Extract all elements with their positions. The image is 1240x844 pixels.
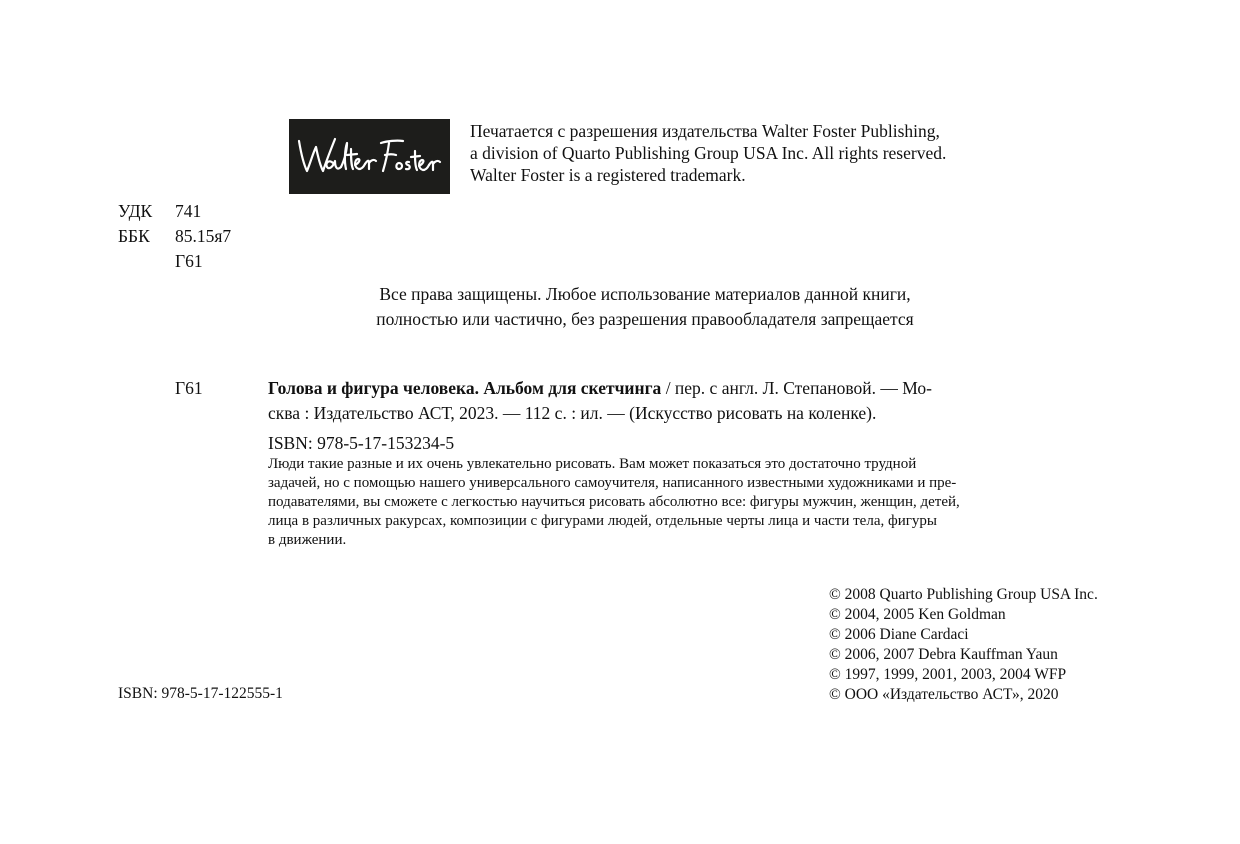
bibliographic-line-2: сква : Издательство АСТ, 2023. — 112 с. : ил. — (Искусство рисовать на коленке). (268, 403, 877, 423)
book-title: Голова и фигура человека. Альбом для скетчинга (268, 378, 662, 398)
copyright-block (829, 585, 1098, 705)
publisher-permission (470, 120, 946, 186)
permission-line: a division of Quarto Publishing Group USA Inc. All rights reserved. (470, 143, 947, 163)
bibliographic-record (268, 376, 932, 456)
annotation-line: в движении. (268, 532, 347, 548)
original-isbn: ISBN: 978-5-17-122555-1 (118, 685, 283, 702)
annotation-line: задачей, но с помощью нашего универсального самоучителя, написанного известными художниками и пре- (268, 475, 957, 491)
annotation-line: Люди такие разные и их очень увлекательно рисовать. Вам может показаться это достаточно трудной (268, 456, 917, 472)
copyright-line: © 2008 Quarto Publishing Group USA Inc. (829, 586, 1098, 603)
bbk-label: ББК (118, 226, 150, 246)
bibliographic-line-1-rest: / пер. с англ. Л. Степановой. — Мо- (661, 378, 932, 398)
rights-line: Все права защищены. Любое использование материалов данной книги, (379, 284, 911, 304)
annotation-line: лица в различных ракурсах, композиции с фигурами людей, отдельные черты лица и части тела, фигуры (268, 513, 937, 529)
permission-line: Walter Foster is a registered trademark. (470, 165, 746, 185)
walter-foster-logo-mark (289, 119, 450, 194)
bibliographic-line-1 (268, 376, 932, 401)
copyright-line: © 2004, 2005 Ken Goldman (829, 606, 1006, 623)
permission-line: Печатается с разрешения издательства Walter Foster Publishing, (470, 121, 940, 141)
book-annotation (268, 455, 960, 550)
copyright-line: © 1997, 1999, 2001, 2003, 2004 WFP (829, 666, 1067, 683)
udk-value: 741 (175, 201, 202, 221)
bbk-value: 85.15я7 (175, 226, 232, 246)
author-mark: Г61 (175, 251, 203, 271)
annotation-line: подавателями, вы сможете с легкостью научиться рисовать абсолютно все: фигуры мужчин, женщин, детей, (268, 494, 960, 510)
udk-row (118, 199, 231, 224)
udk-label: УДК (118, 201, 153, 221)
author-mark-row (118, 249, 231, 274)
classification-codes (118, 199, 231, 274)
copyright-line: © 2006 Diane Cardaci (829, 626, 969, 643)
bibliographic-code: Г61 (175, 378, 203, 398)
rights-line: полностью или частично, без разрешения правообладателя запрещается (376, 309, 914, 329)
copyright-line: © ООО «Издательство АСТ», 2020 (829, 686, 1059, 703)
copyright-line: © 2006, 2007 Debra Kauffman Yaun (829, 646, 1058, 663)
bbk-row (118, 224, 231, 249)
book-isbn: ISBN: 978-5-17-153234-5 (268, 433, 455, 453)
rights-notice (300, 282, 990, 332)
walter-foster-logo (289, 119, 450, 194)
